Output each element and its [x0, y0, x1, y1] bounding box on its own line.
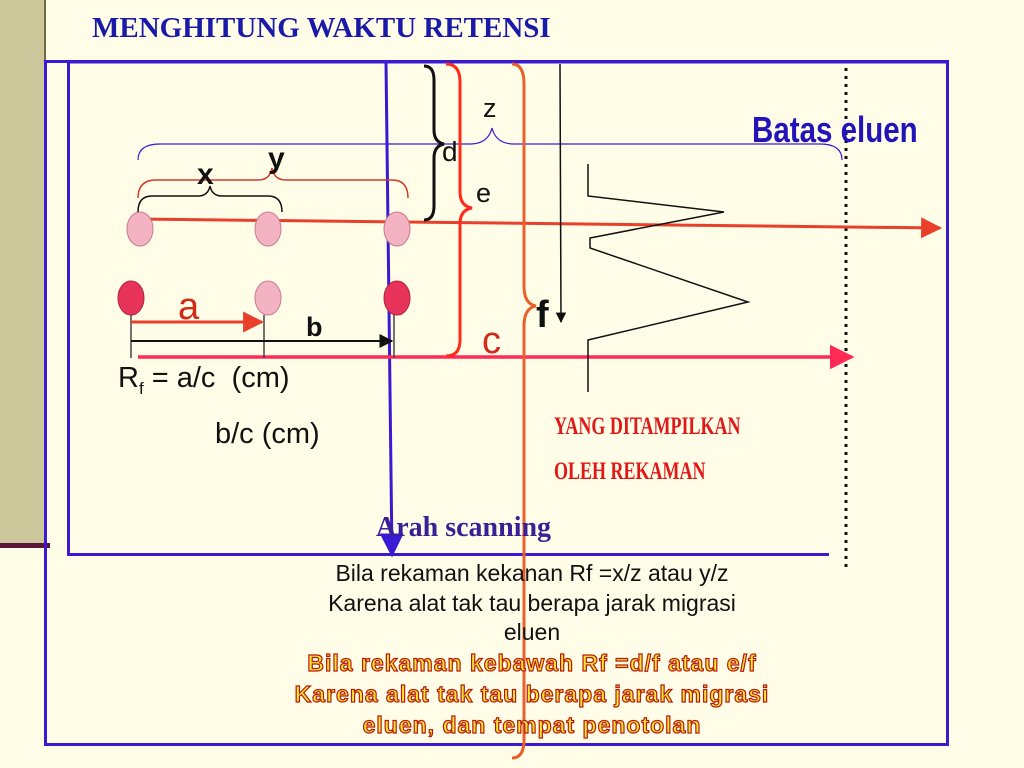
- note-line-5: Karena alat tak tau berapa jarak migrasi: [294, 681, 770, 707]
- letter-x: x: [197, 158, 214, 191]
- letter-z: z: [483, 93, 497, 123]
- spot-top-1: [127, 212, 153, 246]
- letter-b: b: [306, 312, 323, 342]
- spot-top-2: [255, 212, 281, 246]
- label-arah-scanning: Arah scanning: [376, 512, 552, 543]
- rf-subscript: f: [138, 378, 144, 398]
- f-arrow: [560, 64, 561, 322]
- letter-a: a: [178, 286, 200, 328]
- label-yang-ditampilkan: YANG DITAMPILKAN: [554, 413, 741, 440]
- note-line-3: eluen: [503, 619, 561, 645]
- label-batas-eluen: Batas eluen: [752, 109, 918, 150]
- brace-e: [446, 64, 472, 356]
- letter-y: y: [268, 142, 285, 175]
- spot-top-3: [384, 212, 410, 246]
- rf-equation-line2: b/c (cm): [215, 418, 320, 450]
- note-line-1: Bila rekaman kekanan Rf =x/z atau y/z: [335, 560, 729, 586]
- note-line-4: Bila rekaman kebawah Rf =d/f atau e/f: [307, 650, 757, 676]
- rf-equation-rest: = a/c (cm): [143, 362, 290, 394]
- spot-bottom-2: [255, 281, 281, 315]
- slide-title: MENGHITUNG WAKTU RETENSI: [92, 12, 551, 44]
- brace-z: [138, 128, 842, 160]
- note-line-2: Karena alat tak tau berapa jarak migrasi: [328, 590, 736, 616]
- rf-equation: [118, 364, 290, 397]
- letter-f: f: [536, 294, 549, 336]
- label-oleh-rekaman: OLEH REKAMAN: [554, 458, 706, 485]
- letter-e: e: [476, 178, 492, 208]
- rf-symbol: R: [118, 362, 139, 394]
- spot-bottom-3: [384, 281, 410, 315]
- note-line-6: eluen, dan tempat penotolan: [362, 712, 702, 738]
- brace-d: [424, 66, 444, 220]
- letter-c: c: [482, 320, 501, 362]
- letter-d: d: [442, 136, 458, 167]
- spot-bottom-1: [118, 281, 144, 315]
